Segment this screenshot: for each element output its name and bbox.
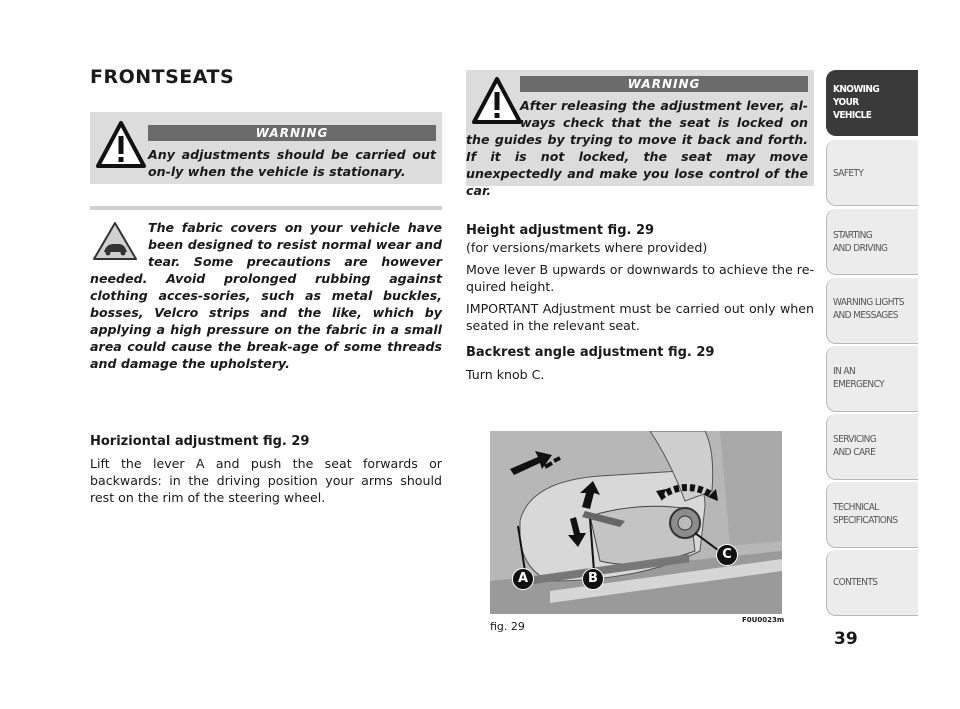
tab-label: TECHNICAL xyxy=(833,502,879,513)
label-a-badge: A xyxy=(512,568,534,590)
tab-label: AND MESSAGES xyxy=(833,310,898,321)
horizontal-heading: Horiziontal adjustment fig. 29 xyxy=(90,434,310,449)
figure-caption: fig. 29 xyxy=(490,620,525,633)
fabric-note-body: The fabric covers on your vehicle have been designed to resist normal wear and tear. Some precautions are however needed. Avoid prolonged rubbing against clothing acces-sories, such as metal buckles, bosses, Velcro strips and the like, which by applying a high pressure on the fabric in a small area could cause the break-age of some threads and damage the upholstery. xyxy=(90,220,442,371)
tab-label: SPECIFICATIONS xyxy=(833,515,898,526)
backrest-heading: Backrest angle adjustment fig. 29 xyxy=(466,345,715,360)
tab-label: SERVICING xyxy=(833,434,877,445)
height-text: Move lever B upwards or downwards to achieve the re-quired height. xyxy=(466,262,814,294)
page-number: 39 xyxy=(834,629,858,649)
tab-technical-specifications[interactable] xyxy=(826,482,918,548)
warning-label: WARNING xyxy=(520,76,808,92)
warning-box-stationary xyxy=(90,112,442,184)
label-c-badge: C xyxy=(716,544,738,566)
tab-safety[interactable] xyxy=(826,140,918,206)
tab-knowing-your-vehicle[interactable] xyxy=(826,70,918,136)
tab-label: AND DRIVING xyxy=(833,243,888,254)
tab-warning-lights-and-messages[interactable] xyxy=(826,278,918,344)
warning-label: WARNING xyxy=(148,125,436,141)
seat-adjustment-figure xyxy=(490,431,782,614)
fabric-note-text xyxy=(90,219,442,372)
tab-label: IN AN xyxy=(833,366,856,377)
warning-box-lock xyxy=(466,70,814,198)
seat-illustration xyxy=(490,431,782,614)
tab-label: STARTING xyxy=(833,230,873,241)
tab-label: SAFETY xyxy=(833,168,864,179)
horizontal-adjustment-section xyxy=(90,433,442,506)
warning-triangle-icon xyxy=(96,120,146,170)
warning-lock-body: After releasing the adjustment lever, al-ways check that the seat is locked on the guides by trying to move it back and forth. If it is not locked, the seat may move unexpectedly and make you lose control of the car. xyxy=(466,98,808,198)
height-important: IMPORTANT Adjustment must be carried out only when seated in the relevant seat. xyxy=(466,301,814,333)
warning-text xyxy=(466,97,808,199)
tab-in-an-emergency[interactable] xyxy=(826,346,918,412)
backrest-text: Turn knob C. xyxy=(466,367,545,382)
tab-label: CONTENTS xyxy=(833,577,878,588)
tab-label: WARNING LIGHTS xyxy=(833,297,904,308)
car-seat-care-icon xyxy=(92,221,138,261)
note-divider xyxy=(90,206,442,210)
page-title: FRONTSEATS xyxy=(90,66,235,88)
figure-code: F0U0023m xyxy=(742,616,785,624)
label-b-badge: B xyxy=(582,568,604,590)
tab-servicing-and-care[interactable] xyxy=(826,414,918,480)
tab-starting-and-driving[interactable] xyxy=(826,209,918,275)
warning-text: Any adjustments should be carried out on-ly when the vehicle is stationary. xyxy=(148,147,436,179)
height-adjustment-section xyxy=(466,222,814,383)
height-subheading: (for versions/markets where provided) xyxy=(466,240,708,255)
tab-label: KNOWING xyxy=(833,84,880,95)
tab-label: YOUR xyxy=(833,97,859,108)
tab-label: VEHICLE xyxy=(833,110,872,121)
height-heading: Height adjustment fig. 29 xyxy=(466,223,655,238)
horizontal-text: Lift the lever A and push the seat forwards or backwards: in the driving position your arms should rest on the rim of the steering wheel. xyxy=(90,456,442,505)
tab-label: EMERGENCY xyxy=(833,379,884,390)
tab-contents[interactable] xyxy=(826,550,918,616)
tab-label: AND CARE xyxy=(833,447,876,458)
